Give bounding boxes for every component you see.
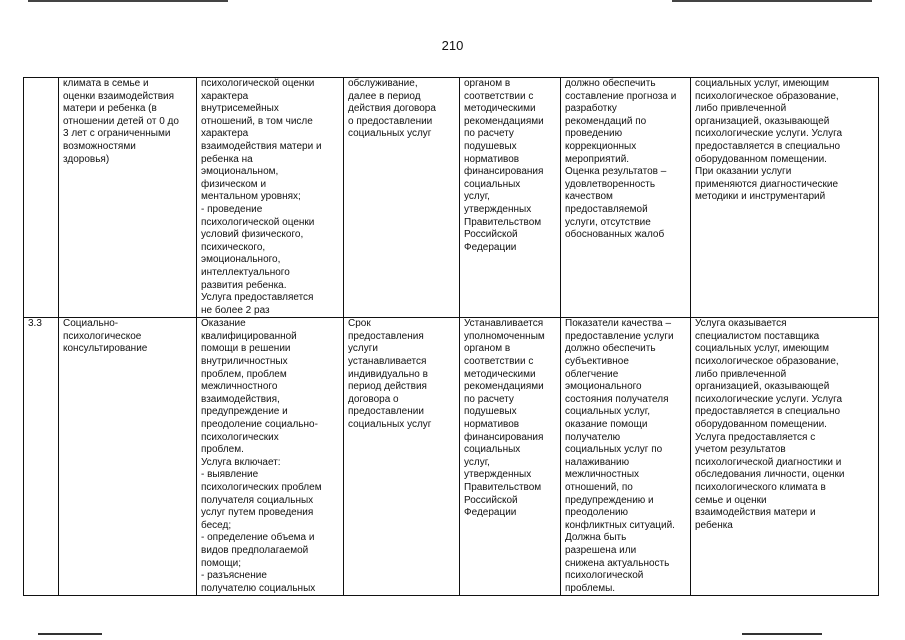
row-number-cell bbox=[24, 78, 59, 318]
service-standard-cell: Устанавливается уполномоченным органом в соответствии с методическими рекомендациями по расчету подушевых нормативов финансирования социальных услуг, утвержденных Правительством Российской Федерации bbox=[460, 318, 561, 596]
bottom-rule-left bbox=[38, 633, 102, 635]
service-description-cell: Оказание квалифицированной помощи в решении внутриличностных проблем, проблем межличностного взаимодействия, предупреждение и преодоление социально- психологических проблем. Услуга включает: - выявление психологических проблем получателя социальных услуг путем проведения бесед; - определение объема и видов предполагаемой помощи; - разъяснение получателю социальных bbox=[197, 318, 344, 596]
quality-indicators-cell: должно обеспечить составление прогноза и разработку рекомендаций по проведению коррекционных мероприятий. Оценка результатов – удовлетворенность качеством предоставляемой услуги, отсутствие обоснованных жалоб bbox=[561, 78, 691, 318]
service-term-cell: обслуживание, далее в период действия договора о предоставлении социальных услуг bbox=[344, 78, 460, 318]
service-name-cell: Социально- психологическое консультирование bbox=[59, 318, 197, 596]
services-table bbox=[23, 77, 879, 596]
service-standard-cell: органом в соответствии с методическими рекомендациями по расчету подушевых нормативов финансирования социальных услуг, утвержденных Правительством Российской Федерации bbox=[460, 78, 561, 318]
top-rule-left bbox=[28, 0, 228, 2]
service-term-cell: Срок предоставления услуги устанавливается индивидуально в период действия договора о предоставлении социальных услуг bbox=[344, 318, 460, 596]
service-description-cell: психологической оценки характера внутрисемейных отношений, в том числе характера взаимодействия матери и ребенка на эмоциональном, физическом и ментальном уровнях; - проведение психологической оценки условий физического, психического, эмоционального, интеллектуального развития ребенка. Услуга предоставляется не более 2 раз bbox=[197, 78, 344, 318]
service-conditions-cell: социальных услуг, имеющим психологическое образование, либо привлеченной организацией, оказывающей психологические услуги. Услуга предоставляется в специально оборудованном помещении. При оказании услуги применяются диагностические методики и инструментарий bbox=[691, 78, 879, 318]
service-name-cell: климата в семье и оценки взаимодействия матери и ребенка (в отношении детей от 0 до 3 лет с ограниченными возможностями здоровья) bbox=[59, 78, 197, 318]
row-number-cell: 3.3 bbox=[24, 318, 59, 596]
table-row bbox=[24, 78, 879, 318]
bottom-rule-right bbox=[742, 633, 822, 635]
quality-indicators-cell: Показатели качества – предоставление услуги должно обеспечить субъективное облегчение эмоционального состояния получателя социальных услуг, оказание помощи получателю социальных услуг по налаживанию межличностных отношений, по предупреждению и преодолению конфликтных ситуаций. Должна быть разрешена или снижена актуальность психологической проблемы. bbox=[561, 318, 691, 596]
top-rule-right bbox=[672, 0, 872, 2]
service-conditions-cell: Услуга оказывается специалистом поставщика социальных услуг, имеющим психологическое образование, либо привлеченной организацией, оказывающей психологические услуги. Услуга предоставляется в специально оборудованном помещении. Услуга предоставляется с учетом результатов психологической диагностики и обследования личности, оценки психологического климата в семье и оценки взаимодействия матери и ребенка bbox=[691, 318, 879, 596]
page-number: 210 bbox=[441, 38, 464, 53]
table-row bbox=[24, 318, 879, 596]
